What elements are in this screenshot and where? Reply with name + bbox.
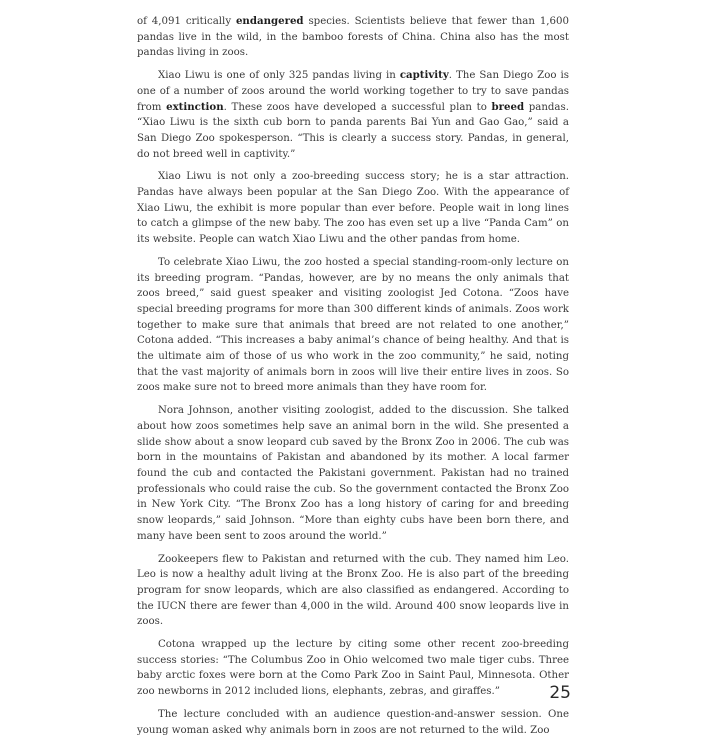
text-segment: The lecture concluded with an audience question-and-answer session. One young woman asked why animals born in zoos are not returned to the wild. Zoo <box>137 708 569 736</box>
paragraph-8 <box>137 707 569 738</box>
vocab-term-endangered: endangered <box>235 15 304 27</box>
paragraph-4 <box>137 255 569 396</box>
text-segment: pandas. “Xiao Liwu is the sixth cub born to panda parents Bai Yun and Gao Gao,” said a San Diego Zoo spokesperson. “This is clearly a success story. Pandas, in general, do not breed well in captivity.” <box>137 101 569 160</box>
vocab-term-extinction: extinction <box>166 100 224 113</box>
text-segment: Nora Johnson, another visiting zoologist, added to the discussion. She talked about how zoos sometimes help save an animal born in the wild. She presented a slide show about a snow leopard cub saved by the Bronx Zoo in 2006. The cub was born in the mountains of Pakistan and abandoned by its mother. A local farmer found the cub and contacted the Pakistani government. Pakistan had no trained professionals who could raise the cub. So the government contacted the Bronx Zoo in New York City. “The Bronx Zoo has a long history of caring for and breeding snow leopards,” said Johnson. “More than eighty cubs have been born there, and many have been sent to zoos around the world.” <box>137 405 569 542</box>
book-page <box>137 14 569 745</box>
text-segment: of 4,091 critically <box>137 16 236 27</box>
paragraph-2 <box>137 68 569 162</box>
text-segment: Zookeepers flew to Pakistan and returned with the cub. They named him Leo. Leo is now a healthy adult living at the Bronx Zoo. He is also part of the breeding program for snow leopards, which are also classified as endangered. According to the IUCN there are fewer than 4,000 in the wild. Around 400 snow leopards live in zoos. <box>137 553 569 628</box>
text-segment: Cotona wrapped up the lecture by citing some other recent zoo-breeding success stories: “The Columbus Zoo in Ohio welcomed two male tiger cubs. Three baby arctic foxes were born at the Como Park Zoo in Saint Paul, Minnesota. Other zoo newborns in 2012 included lions, elephants, zebras, and giraffes.” <box>137 639 569 698</box>
text-segment: . The San Diego Zoo is one of a number of zoos around the world working together to try to save pandas from <box>137 70 569 113</box>
page-number: 25 <box>549 683 571 703</box>
paragraph-6 <box>137 552 569 631</box>
text-segment: species. Scientists believe that fewer than 1,600 pandas live in the wild, in the bamboo forests of China. China also has the most pandas living in zoos. <box>137 16 569 59</box>
paragraph-5 <box>137 403 569 544</box>
text-segment: . These zoos have developed a successful plan to <box>223 101 492 113</box>
vocab-term-captivity: captivity <box>399 69 449 82</box>
text-segment: To celebrate Xiao Liwu, the zoo hosted a special standing-room-only lecture on its breeding program. “Pandas, however, are by no means the only animals that zoos breed,” said guest speaker and visiting zoologist Jed Cotona. “Zoos have special breeding programs for more than 300 different kinds of animals. Zoos work together to make sure that animals that breed are not related to one another,” Cotona added. “This increases a baby animal’s chance of being healthy. And that is the ultimate aim of those of us who work in the zoo community,” he said, noting that the vast majority of animals born in zoos will live their entire lives in zoos. So zoos make sure not to breed more animals than they have room for. <box>137 256 569 394</box>
vocab-term-breed: breed <box>491 100 525 113</box>
text-segment: Xiao Liwu is one of only 325 pandas living in <box>158 70 400 82</box>
text-segment: Xiao Liwu is not only a zoo-breeding success story; he is a star attraction. Pandas have always been popular at the San Diego Zoo. With the appearance of Xiao Liwu, the exhibit is more popular than ever before. People wait in long lines to catch a glimpse of the new baby. The zoo has even set up a live “Panda Cam” on its website. People can watch Xiao Liwu and the other pandas from home. <box>137 171 569 246</box>
paragraph-7 <box>137 637 569 700</box>
paragraph-1 <box>137 14 569 61</box>
paragraph-3 <box>137 169 569 248</box>
